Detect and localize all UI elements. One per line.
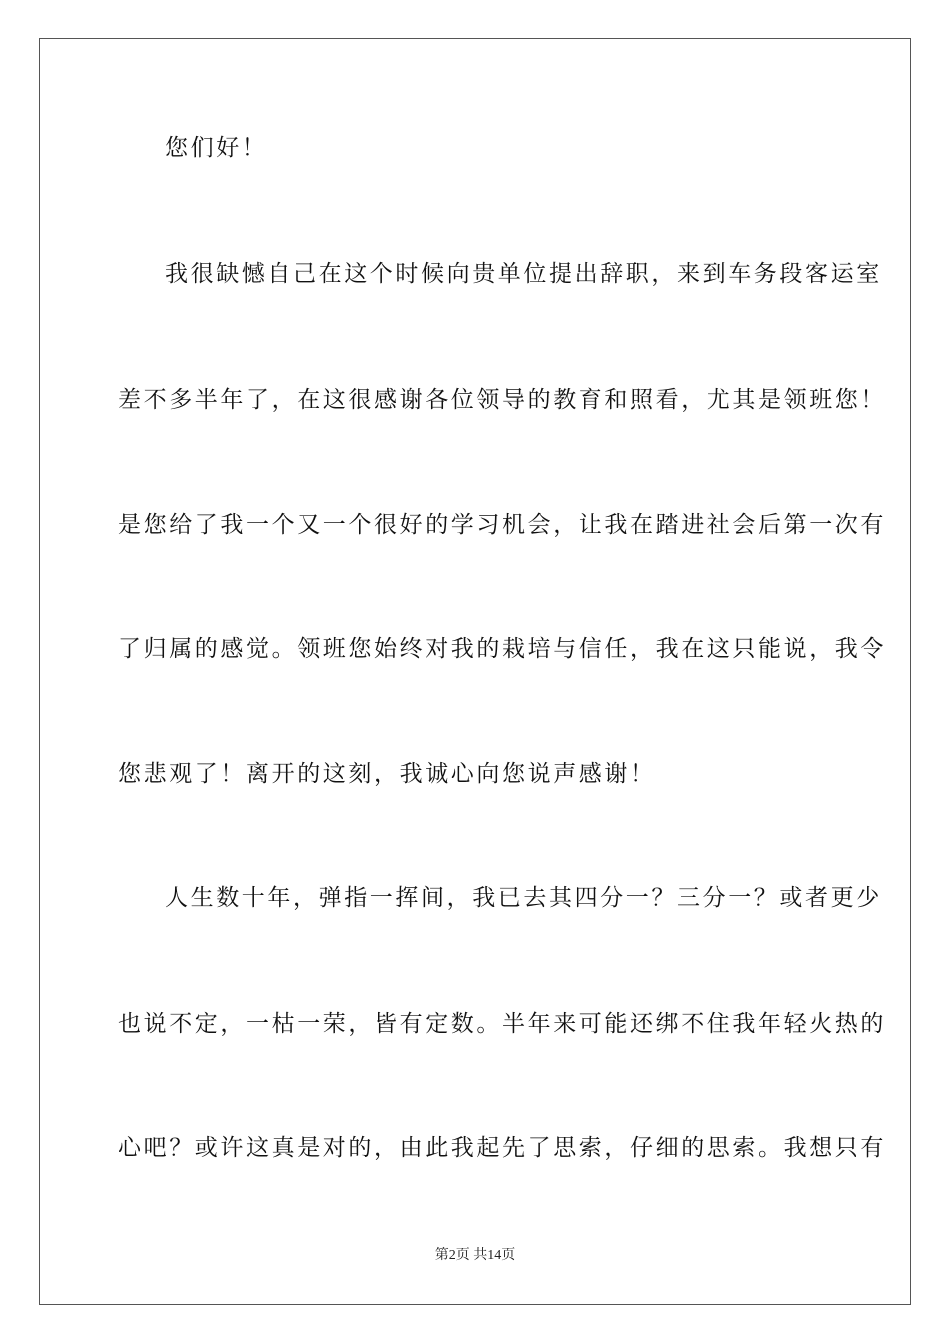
paragraph-line: 也说不定，一枯一荣，皆有定数。半年来可能还绑不住我年轻火热的 (118, 1011, 886, 1037)
page-number-footer: 第2页 共14页 (434, 1248, 516, 1263)
paragraph-line: 心吧？或许这真是对的，由此我起先了思索，仔细的思索。我想只有 (118, 1135, 886, 1161)
paragraph-line: 我很缺憾自己在这个时候向贵单位提出辞职，来到车务段客运室 (165, 261, 882, 287)
paragraph-line: 是您给了我一个又一个很好的学习机会，让我在踏进社会后第一次有 (118, 512, 886, 538)
paragraph-line: 您悲观了！离开的这刻，我诚心向您说声感谢！ (118, 761, 656, 787)
page-border (39, 38, 911, 1305)
paragraph-line: 了归属的感觉。领班您始终对我的栽培与信任，我在这只能说，我令 (118, 636, 886, 662)
greeting-line: 您们好！ (165, 135, 268, 161)
paragraph-line: 差不多半年了，在这很感谢各位领导的教育和照看，尤其是领班您！ (118, 387, 886, 413)
paragraph-line: 人生数十年，弹指一挥间，我已去其四分一？三分一？或者更少 (165, 885, 882, 911)
